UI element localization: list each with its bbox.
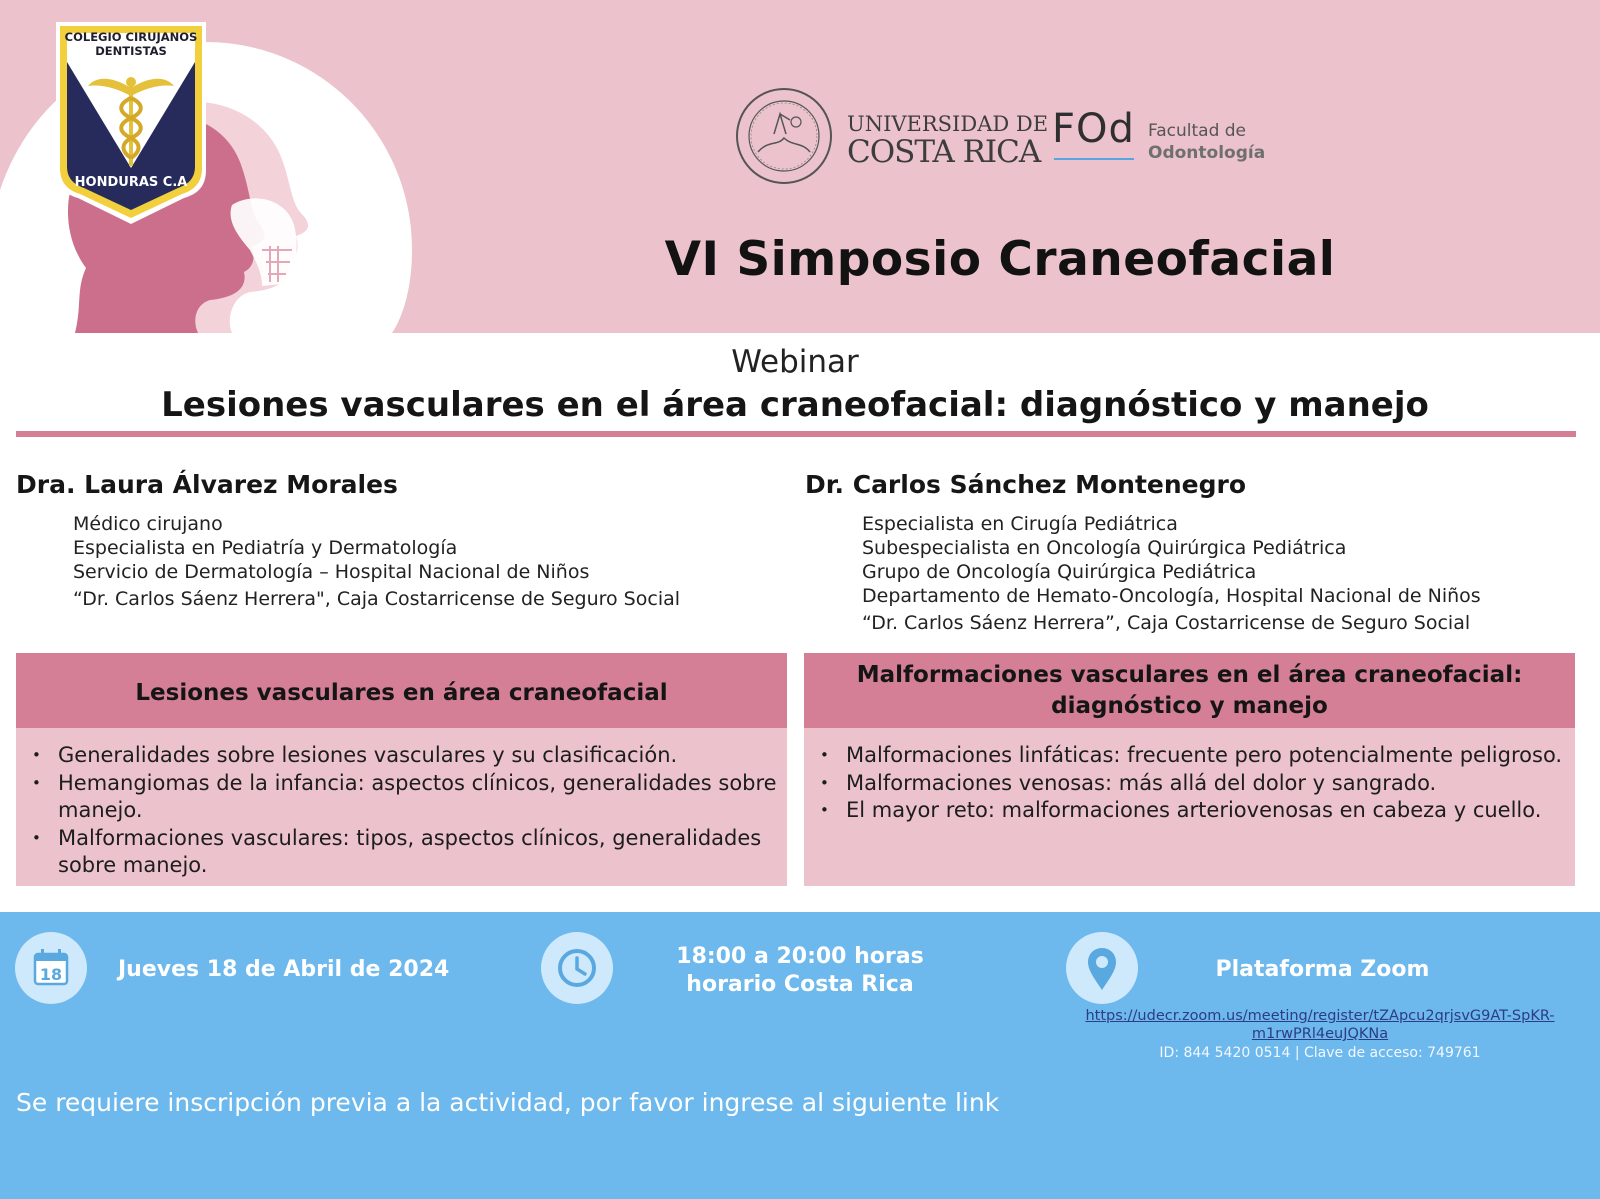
zoom-meeting-id: ID: 844 5420 0514 | Clave de acceso: 749761 — [1159, 1045, 1481, 1061]
speaker-2-credentials — [862, 512, 1481, 635]
zoom-link-line1[interactable]: https://udecr.zoom.us/meeting/register/tZApcu2qrjsvG9AT-SpKR- — [1085, 1008, 1555, 1024]
webinar-label: Webinar — [731, 344, 859, 380]
credential-line: Especialista en Cirugía Pediátrica — [862, 513, 1178, 535]
credential-line: “Dr. Carlos Sáenz Herrera", Caja Costarricense de Seguro Social — [73, 588, 681, 610]
event-date: Jueves 18 de Abril de 2024 — [118, 957, 450, 982]
faculty-logo: FOd — [1052, 106, 1135, 152]
event-time-line1: 18:00 a 20:00 horas — [676, 944, 924, 969]
speaker-1-name: Dra. Laura Álvarez Morales — [16, 470, 398, 499]
location-pin-icon — [1066, 932, 1138, 1004]
crest-top-text: COLEGIO CIRUJANOS DENTISTAS — [64, 30, 198, 58]
credential-line: Servicio de Dermatología – Hospital Nacional de Niños — [73, 561, 590, 583]
university-seal-icon — [734, 84, 834, 188]
topic-box-2-list — [804, 728, 1575, 825]
calendar-icon — [15, 932, 87, 1004]
topic-box-1 — [16, 653, 787, 886]
list-item: • El mayor reto: malformaciones arteriovenosas en cabeza y cuello. — [846, 797, 1575, 825]
university-name-line2: COSTA RICA — [847, 134, 1041, 170]
event-time-line2: horario Costa Rica — [686, 972, 914, 997]
clock-icon — [541, 932, 613, 1004]
list-item: • Malformaciones linfáticas: frecuente pero potencialmente peligroso. — [846, 742, 1575, 770]
registration-note: Se requiere inscripción previa a la actividad, por favor ingrese al siguiente link — [16, 1088, 1000, 1117]
divider — [16, 431, 1576, 437]
faculty-name-line2: Odontología — [1148, 143, 1266, 163]
credential-line: Médico cirujano — [73, 513, 223, 535]
list-item: • Hemangiomas de la infancia: aspectos clínicos, generalidades sobre manejo. — [58, 770, 787, 825]
webinar-topic: Lesiones vasculares en el área craneofacial: diagnóstico y manejo — [161, 385, 1429, 425]
zoom-registration-link[interactable] — [1040, 1007, 1600, 1043]
credential-line: Departamento de Hemato-Oncología, Hospital Nacional de Niños — [862, 585, 1481, 607]
credential-line: Grupo de Oncología Quirúrgica Pediátrica — [862, 561, 1257, 583]
list-item: • Malformaciones venosas: más allá del dolor y sangrado. — [846, 770, 1575, 798]
list-item: • Generalidades sobre lesiones vasculares y su clasificación. — [58, 742, 787, 770]
university-name — [847, 110, 1049, 170]
credential-line: Subespecialista en Oncología Quirúrgica Pediátrica — [862, 537, 1347, 559]
crest-bottom-text: HONDURAS C.A — [74, 175, 188, 190]
speaker-2-name: Dr. Carlos Sánchez Montenegro — [805, 470, 1247, 499]
topic-box-2-title-line2: diagnóstico y manejo — [1051, 692, 1328, 719]
faculty-logo-underline — [1054, 158, 1134, 160]
speaker-1-credentials — [73, 512, 680, 611]
topic-box-2 — [804, 653, 1575, 886]
university-name-line1: UNIVERSIDAD DE — [847, 112, 1049, 136]
event-title: VI Simposio Craneofacial — [664, 232, 1336, 287]
calendar-day: 18 — [39, 965, 63, 984]
topic-box-2-title — [804, 653, 1575, 728]
topic-box-1-list — [16, 728, 787, 880]
event-platform: Plataforma Zoom — [1215, 957, 1430, 982]
topic-box-1-title: Lesiones vasculares en área craneofacial — [16, 653, 787, 728]
credential-line: “Dr. Carlos Sáenz Herrera”, Caja Costarricense de Seguro Social — [862, 612, 1471, 634]
event-time — [660, 943, 940, 999]
zoom-link-line2[interactable]: m1rwPRl4euJQKNa — [1251, 1026, 1389, 1042]
list-item: • Malformaciones vasculares: tipos, aspectos clínicos, generalidades sobre manejo. — [58, 825, 787, 880]
faculty-name-line1: Facultad de — [1148, 121, 1247, 141]
topic-box-2-title-line1: Malformaciones vasculares en el área craneofacial: — [856, 661, 1523, 688]
credential-line: Especialista en Pediatría y Dermatología — [73, 537, 458, 559]
